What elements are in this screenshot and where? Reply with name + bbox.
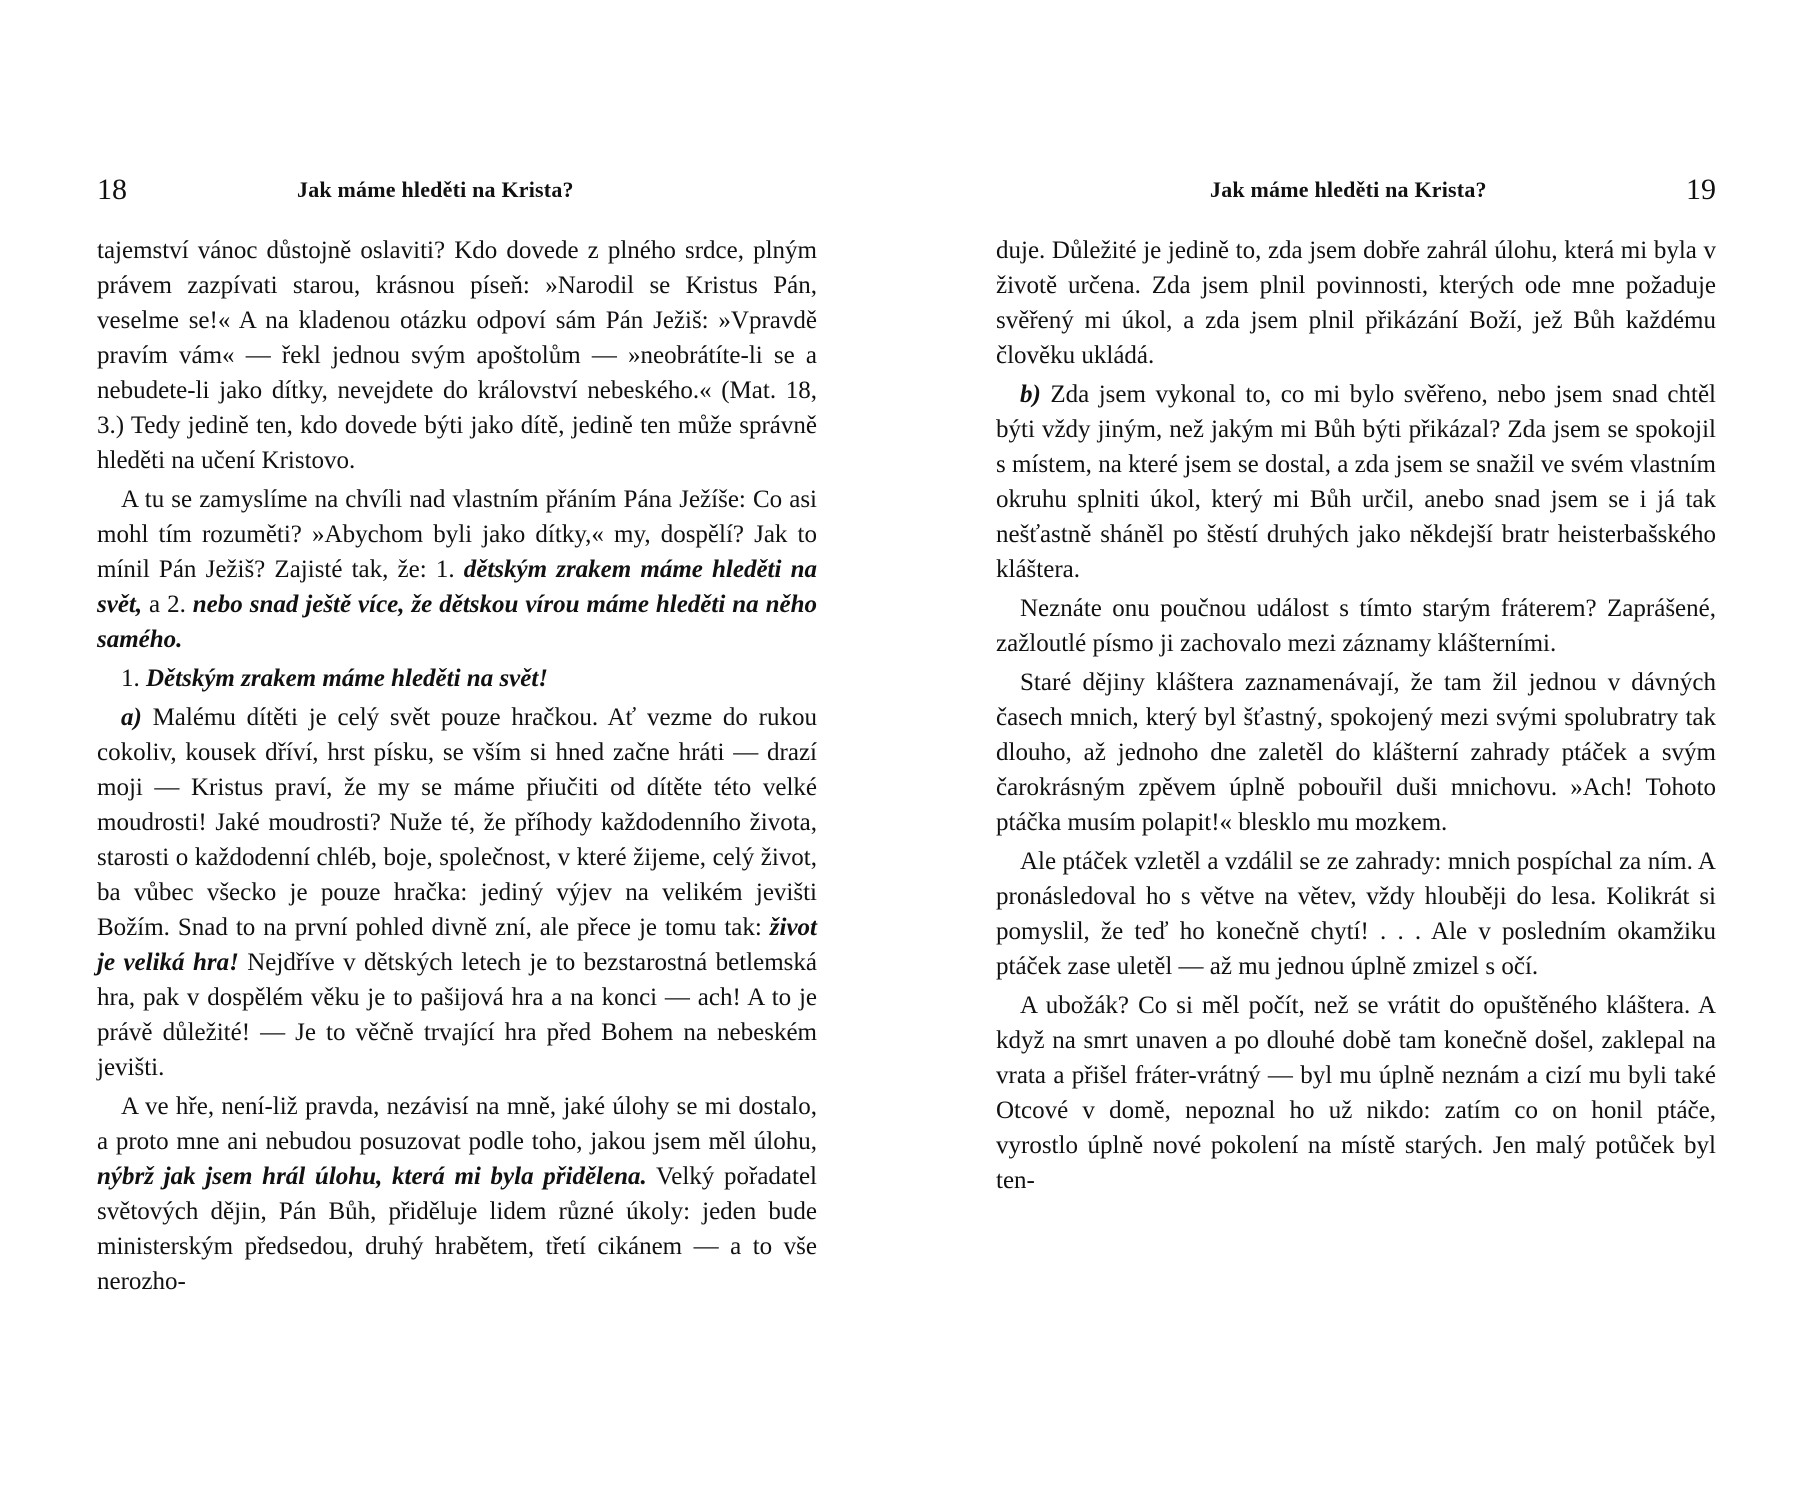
left-page-number: 18 xyxy=(97,173,127,206)
emphasized-text: Dětským zrakem máme hleděti na svět! xyxy=(146,665,549,692)
left-header-title: Jak máme hleděti na Krista? xyxy=(297,177,574,202)
body-text: Malému dítěti je celý svět pouze hračkou. Ať vezme do rukou cokoliv, kousek dříví, hrst písku, se vším si hned začne hráti — drazí moji — Kristus praví, že my se máme přiučiti od dítěte této velké moudrosti! Jaké moudrosti? Nuže té, že příhody každodenního života, starosti o každodenní chléb, boje, společnost, v které žijeme, celý život, ba vůbec všecko je pouze hračka: jediný výjev na velikém jevišti Božím. Snad to na první pohled divně zní, ale přece je tomu tak: xyxy=(97,704,817,941)
body-text: Ale ptáček vzletěl a vzdálil se ze zahrady: mnich pospíchal za ním. A pronásledoval ho s větve na větev, vždy hlouběji do lesa. Kolikrát si pomyslil, že teď ho konečně chytí! . . . Ale v posledním okamžiku ptáček zase uletěl — až mu jednou úplně zmizel s očí. xyxy=(996,848,1716,980)
body-text: A ve hře, není-liž pravda, nezávisí na mně, jaké úlohy se mi dostalo, a proto mne ani nebudou posuzovat podle toho, jakou jsem měl úlohu, xyxy=(97,1093,817,1155)
body-text: 1. xyxy=(121,665,146,692)
body-text: duje. Důležité je jedině to, zda jsem dobře zahrál úlohu, která mi byla v životě určena. Zda jsem plnil povinnosti, kterých ode mne požaduje svěřený mi úkol, a zda jsem plnil přikázání Boží, jež Bůh každému člověku ukládá. xyxy=(996,237,1716,369)
right-header-title: Jak máme hleděti na Krista? xyxy=(1210,177,1487,202)
right-page-number: 19 xyxy=(1686,173,1716,206)
paragraph xyxy=(996,377,1716,587)
emphasized-text: nebo snad ještě více, že dětskou vírou máme hleděti na něho samého. xyxy=(97,591,817,653)
emphasized-text: nýbrž jak jsem hrál úlohu, která mi byla přidělena. xyxy=(97,1163,647,1190)
left-running-head xyxy=(97,170,817,210)
body-text: A ubožák? Co si měl počít, než se vrátit do opuštěného kláštera. A když na smrt unaven a po dlouhé době tam konečně došel, zaklepal na vrata a přišel fráter-vrátný — byl mu úplně neznám a cizí mu byli také Otcové v domě, nepoznal ho už nikdo: zatím co on honil ptáče, vyrostlo úplně nové pokolení na místě starých. Jen malý potůček byl ten- xyxy=(996,992,1716,1194)
emphasized-text: život je veliká hra! xyxy=(97,914,817,976)
paragraph xyxy=(996,591,1716,661)
paragraph xyxy=(97,233,817,478)
paragraph xyxy=(97,700,817,1085)
paragraph xyxy=(996,988,1716,1198)
right-running-head xyxy=(996,170,1716,210)
body-text: Nejdříve v dětských letech je to bezstarostná betlemská hra, pak v dospělém věku je to pašijová hra a na konci — ach! A to je právě důležité! — Je to věčně trvající hra před Bohem na nebeském jevišti. xyxy=(97,949,817,1081)
emphasized-text: a) xyxy=(121,704,142,731)
paragraph xyxy=(97,482,817,657)
paragraph xyxy=(996,844,1716,984)
emphasized-text: dětským zrakem máme hleděti na svět, xyxy=(97,556,817,618)
paragraph xyxy=(97,661,817,696)
body-text: Neznáte onu poučnou událost s tímto starým fráterem? Zaprášené, zažloutlé písmo ji zachovalo mezi záznamy klášterními. xyxy=(996,595,1716,657)
left-page-body xyxy=(97,233,817,1303)
right-page xyxy=(996,0,1716,1500)
paragraph xyxy=(996,665,1716,840)
body-text: A tu se zamyslíme na chvíli nad vlastním přáním Pána Ježíše: Co asi mohl tím rozuměti? »Abychom byli jako dítky,« my, dospělí? Jak to mínil Pán Ježiš? Zajisté tak, že: 1. xyxy=(97,486,817,583)
body-text: Zda jsem vykonal to, co mi bylo svěřeno, nebo jsem snad chtěl býti vždy jiným, než jakým mi Bůh býti přikázal? Zda jsem se spokojil s místem, na které jsem se dostal, a zda jsem se snažil ve svém vlastním okruhu splniti úkol, který mi Bůh určil, anebo snad jsem se i já tak nešťastně sháněl po štěstí druhých jako někdejší bratr heisterbašského kláštera. xyxy=(996,381,1716,583)
body-text: a 2. xyxy=(142,591,193,618)
paragraph xyxy=(97,1089,817,1299)
body-text: tajemství vánoc důstojně oslaviti? Kdo dovede z plného srdce, plným právem zazpívati starou, krásnou píseň: »Narodil se Kristus Pán, veselme se!« A na kladenou otázku odpoví sám Pán Ježiš: »Vpravdě pravím vám« — řekl jednou svým apoštolům — »neobrátíte-li se a nebudete-li jako dítky, nevejdete do království nebeského.« (Mat. 18, 3.) Tedy jedině ten, kdo dovede býti jako dítě, jedině ten může správně hleděti na učení Kristovo. xyxy=(97,237,817,474)
emphasized-text: b) xyxy=(1020,381,1041,408)
paragraph xyxy=(996,233,1716,373)
body-text: Velký pořadatel světových dějin, Pán Bůh, přiděluje lidem různé úkoly: jeden bude ministerským předsedou, druhý hrabětem, třetí cikánem — a to vše nerozho- xyxy=(97,1163,817,1295)
right-page-body xyxy=(996,233,1716,1202)
left-page xyxy=(97,0,817,1500)
body-text: Staré dějiny kláštera zaznamenávají, že tam žil jednou v dávných časech mnich, který byl šťastný, spokojený mezi svými spolubratry tak dlouho, až jednoho dne zaletěl do klášterní zahrady ptáček a svým čarokrásným zpěvem úplně pobouřil duši mnichovu. »Ach! Tohoto ptáčka musím polapit!« blesklo mu mozkem. xyxy=(996,669,1716,836)
